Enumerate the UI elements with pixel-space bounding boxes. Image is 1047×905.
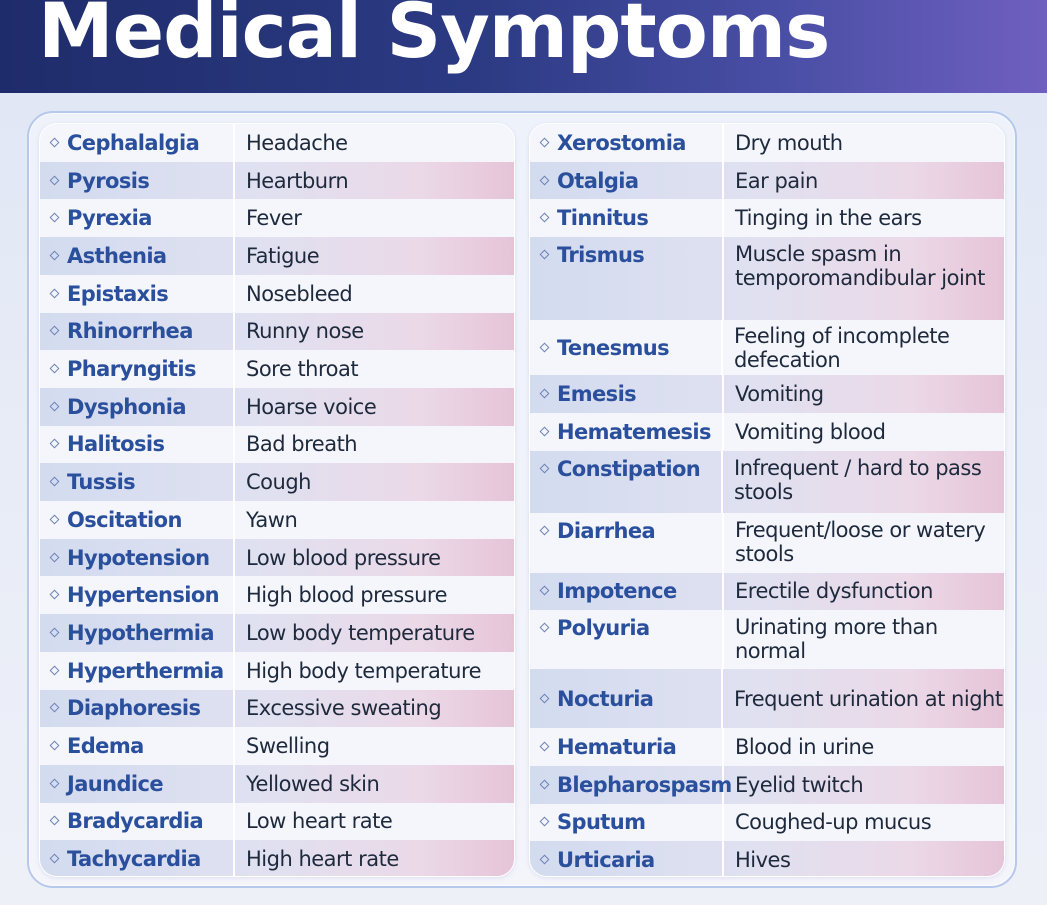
term-label: Hypothermia [67, 620, 214, 645]
diamond-bullet-icon [540, 342, 550, 352]
table-row [40, 162, 514, 200]
term-label: Xerostomia [557, 130, 686, 155]
term-label: Tenesmus [557, 335, 670, 360]
term-hypotension [40, 539, 235, 577]
term-label: Asthenia [67, 243, 167, 268]
term-label: Oscitation [67, 507, 182, 532]
definition-label: Sore throat [246, 357, 359, 382]
diamond-bullet-icon [50, 137, 60, 147]
definition-constipation [723, 451, 1004, 513]
table-row [530, 728, 1004, 766]
definition-label: High blood pressure [246, 583, 448, 608]
diamond-bullet-icon [50, 741, 60, 751]
definition-label: Yellowed skin [246, 771, 380, 796]
term-polyuria [530, 610, 724, 669]
term-label: Diarrhea [557, 518, 656, 543]
term-tinnitus [530, 199, 724, 237]
term-label: Edema [67, 734, 144, 759]
diamond-bullet-icon [540, 623, 550, 633]
table-row [530, 573, 1004, 611]
diamond-bullet-icon [50, 778, 60, 788]
term-jaundice [40, 765, 235, 803]
definition-pyrosis [235, 162, 348, 200]
diamond-bullet-icon [50, 703, 60, 713]
term-label: Diaphoresis [67, 696, 201, 721]
definition-bradycardia [235, 803, 392, 841]
term-otalgia [530, 162, 724, 200]
definition-label: Low body temperature [246, 620, 475, 645]
table-row [40, 727, 514, 765]
definition-hypotension [235, 539, 441, 577]
diamond-bullet-icon [50, 552, 60, 562]
term-impotence [530, 573, 724, 611]
table-row [40, 350, 514, 388]
definition-label: Feeling of incomplete defecation [734, 323, 950, 372]
definition-label: Dry mouth [735, 130, 843, 155]
definition-label: Headache [246, 130, 348, 155]
term-label: Halitosis [67, 432, 165, 457]
diamond-bullet-icon [50, 590, 60, 600]
definition-label: Ear pain [735, 168, 818, 193]
definition-label: Excessive sweating [246, 696, 442, 721]
definition-label: Frequent/loose or watery stools [735, 517, 986, 566]
term-hypothermia [40, 614, 235, 652]
definition-pharyngitis [235, 350, 358, 388]
definition-label: Muscle spasm in temporomandibular joint [735, 242, 985, 291]
term-label: Tachycardia [67, 847, 201, 872]
definition-pyrexia [235, 199, 301, 237]
table-row [40, 840, 514, 877]
term-label: Hematemesis [557, 419, 711, 444]
definition-label: Coughed-up mucus [735, 810, 932, 835]
diamond-bullet-icon [50, 364, 60, 374]
diamond-bullet-icon [50, 627, 60, 637]
table-row [40, 124, 514, 162]
definition-label: Urinating more than normal [735, 615, 938, 664]
diamond-bullet-icon [540, 779, 550, 789]
term-pharyngitis [40, 350, 235, 388]
diamond-bullet-icon [50, 854, 60, 864]
term-cephalalgia [40, 124, 235, 162]
diamond-bullet-icon [540, 586, 550, 596]
definition-diaphoresis [235, 690, 441, 728]
definition-label: Hoarse voice [246, 394, 377, 419]
table-row [530, 451, 1004, 513]
term-label: Pharyngitis [67, 357, 196, 382]
term-dysphonia [40, 388, 235, 426]
definition-impotence [724, 573, 933, 611]
term-hematemesis [530, 413, 724, 451]
definition-label: Heartburn [246, 168, 349, 193]
table-row [40, 237, 514, 275]
diamond-bullet-icon [50, 401, 60, 411]
definition-tussis [235, 463, 311, 501]
diamond-bullet-icon [50, 439, 60, 449]
definition-label: Fever [246, 206, 302, 231]
term-label: Otalgia [557, 168, 639, 193]
definition-trismus [724, 237, 990, 320]
diamond-bullet-icon [540, 463, 550, 473]
definition-label: Tinging in the ears [735, 206, 922, 231]
definition-label: Eyelid twitch [735, 772, 864, 797]
definition-label: Hives [735, 848, 791, 873]
table-row [530, 237, 1004, 320]
table-row [40, 275, 514, 313]
definition-label: Frequent urination at night [734, 686, 1003, 711]
term-xerostomia [530, 124, 724, 162]
table-row [530, 162, 1004, 200]
diamond-bullet-icon [540, 855, 550, 865]
term-label: Emesis [557, 381, 637, 406]
definition-hyperthermia [235, 652, 481, 690]
term-oscitation [40, 501, 235, 539]
term-urticaria [530, 841, 724, 877]
title-banner [0, 0, 1047, 93]
definition-emesis [724, 375, 824, 413]
right-symptoms-table [529, 123, 1005, 877]
diamond-bullet-icon [540, 250, 550, 260]
term-label: Hyperthermia [67, 658, 224, 683]
diamond-bullet-icon [50, 665, 60, 675]
definition-rhinorrhea [235, 313, 364, 351]
table-row [530, 766, 1004, 804]
definition-blepharospasm [724, 766, 863, 804]
term-label: Polyuria [557, 616, 650, 641]
diamond-bullet-icon [540, 817, 550, 827]
definition-label: Low heart rate [246, 809, 393, 834]
diamond-bullet-icon [50, 175, 60, 185]
term-label: Epistaxis [67, 281, 169, 306]
definition-halitosis [235, 426, 357, 464]
diamond-bullet-icon [50, 816, 60, 826]
term-pyrexia [40, 199, 235, 237]
term-label: Cephalalgia [67, 130, 200, 155]
diamond-bullet-icon [540, 742, 550, 752]
term-tenesmus [530, 320, 723, 375]
table-row [40, 313, 514, 351]
definition-asthenia [235, 237, 319, 275]
diamond-bullet-icon [540, 525, 550, 535]
term-label: Hypertension [67, 583, 220, 608]
term-diaphoresis [40, 690, 235, 728]
definition-tinnitus [724, 199, 922, 237]
term-label: Tinnitus [557, 206, 649, 231]
definition-hematemesis [724, 413, 885, 451]
table-row [40, 539, 514, 577]
definition-nocturia [723, 669, 1004, 728]
table-row [530, 610, 1004, 669]
term-blepharospasm [530, 766, 732, 804]
table-row [40, 690, 514, 728]
term-asthenia [40, 237, 235, 275]
term-hematuria [530, 728, 724, 766]
diamond-bullet-icon [540, 137, 550, 147]
term-label: Trismus [557, 243, 645, 268]
definition-label: Vomiting blood [735, 419, 886, 444]
table-row [530, 124, 1004, 162]
definition-label: Runny nose [246, 319, 364, 344]
definition-cephalalgia [235, 124, 348, 162]
definition-hypothermia [235, 614, 475, 652]
term-label: Urticaria [557, 848, 655, 873]
term-label: Nocturia [557, 686, 654, 711]
term-hyperthermia [40, 652, 235, 690]
definition-label: Vomiting [735, 381, 824, 406]
table-row [530, 669, 1004, 728]
definition-label: High body temperature [246, 658, 482, 683]
diamond-bullet-icon [540, 388, 550, 398]
definition-hematuria [724, 728, 874, 766]
definition-label: Cough [246, 470, 311, 495]
definition-edema [235, 727, 330, 765]
definition-oscitation [235, 501, 297, 539]
definition-hypertension [235, 576, 447, 614]
definition-jaundice [235, 765, 379, 803]
term-sputum [530, 804, 724, 842]
term-label: Hematuria [557, 735, 677, 760]
definition-tenesmus [723, 320, 1004, 375]
diamond-bullet-icon [540, 175, 550, 185]
diamond-bullet-icon [50, 250, 60, 260]
table-row [40, 501, 514, 539]
table-row [530, 375, 1004, 413]
table-row [530, 513, 1004, 573]
diamond-bullet-icon [540, 693, 550, 703]
term-epistaxis [40, 275, 235, 313]
table-row [530, 199, 1004, 237]
term-rhinorrhea [40, 313, 235, 351]
term-label: Jaundice [67, 771, 164, 796]
definition-label: Infrequent / hard to pass stools [734, 455, 982, 504]
term-bradycardia [40, 803, 235, 841]
term-label: Pyrosis [67, 168, 150, 193]
term-constipation [530, 451, 723, 513]
term-label: Hypotension [67, 545, 210, 570]
table-row [40, 463, 514, 501]
table-row [40, 652, 514, 690]
table-row [530, 320, 1004, 375]
term-edema [40, 727, 235, 765]
definition-dysphonia [235, 388, 376, 426]
left-symptoms-table [39, 123, 515, 877]
term-pyrosis [40, 162, 235, 200]
term-tussis [40, 463, 235, 501]
term-tachycardia [40, 840, 235, 877]
table-row [530, 413, 1004, 451]
term-label: Tussis [67, 470, 136, 495]
table-row [530, 804, 1004, 842]
definition-polyuria [724, 610, 990, 669]
definition-otalgia [724, 162, 818, 200]
page-title: Medical Symptoms [38, 0, 830, 75]
term-nocturia [530, 669, 723, 728]
table-row [40, 765, 514, 803]
term-label: Dysphonia [67, 394, 186, 419]
diamond-bullet-icon [50, 477, 60, 487]
definition-diarrhea [724, 513, 990, 573]
definition-sputum [724, 804, 931, 842]
term-label: Bradycardia [67, 809, 204, 834]
diamond-bullet-icon [50, 288, 60, 298]
definition-label: Erectile dysfunction [735, 579, 933, 604]
term-label: Constipation [557, 456, 701, 481]
term-diarrhea [530, 513, 724, 573]
diamond-bullet-icon [50, 326, 60, 336]
term-label: Impotence [557, 579, 677, 604]
term-label: Rhinorrhea [67, 319, 193, 344]
definition-label: Blood in urine [735, 735, 874, 760]
term-label: Blepharospasm [557, 772, 732, 797]
term-label: Sputum [557, 810, 646, 835]
term-halitosis [40, 426, 235, 464]
definition-urticaria [724, 841, 790, 877]
table-row [40, 576, 514, 614]
definition-label: Low blood pressure [246, 545, 441, 570]
term-hypertension [40, 576, 235, 614]
diamond-bullet-icon [540, 213, 550, 223]
definition-epistaxis [235, 275, 352, 313]
table-row [40, 199, 514, 237]
table-row [40, 803, 514, 841]
table-row [40, 388, 514, 426]
definition-label: Yawn [246, 507, 298, 532]
term-emesis [530, 375, 724, 413]
definition-label: Swelling [246, 734, 330, 759]
diamond-bullet-icon [540, 426, 550, 436]
table-row [40, 426, 514, 464]
definition-xerostomia [724, 124, 843, 162]
definition-label: Fatigue [246, 243, 320, 268]
definition-label: Nosebleed [246, 281, 353, 306]
term-trismus [530, 237, 724, 320]
term-label: Pyrexia [67, 206, 152, 231]
table-row [40, 614, 514, 652]
diamond-bullet-icon [50, 514, 60, 524]
definition-label: High heart rate [246, 847, 399, 872]
table-row [530, 841, 1004, 877]
definition-label: Bad breath [246, 432, 358, 457]
diamond-bullet-icon [50, 213, 60, 223]
definition-tachycardia [235, 840, 399, 877]
